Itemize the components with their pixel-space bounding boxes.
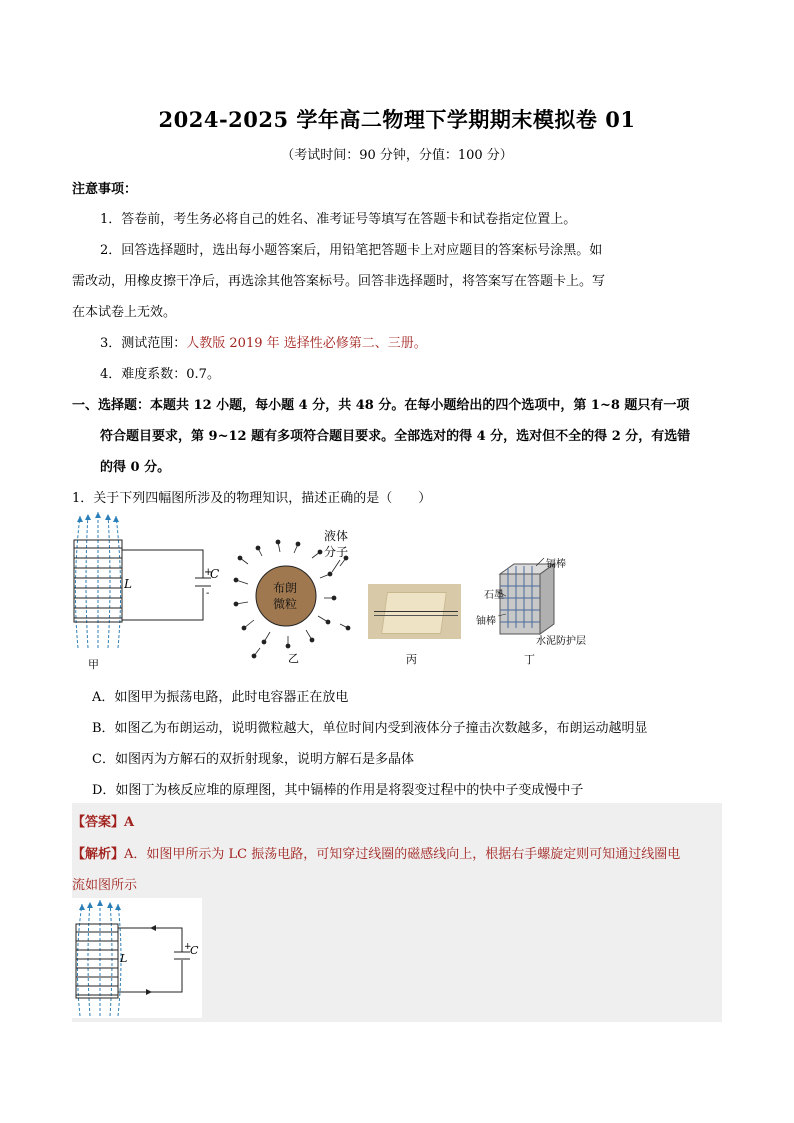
label-concrete: 水泥防护层 (536, 636, 586, 647)
notes-item-3 (100, 332, 427, 351)
page-title: 2024-2025 学年高二物理下学期期末模拟卷 01 (158, 107, 636, 132)
analysis-label-capacitor: C (190, 944, 199, 957)
calcite-photo (368, 584, 461, 639)
answer-label: 【答案】 (72, 815, 125, 830)
label-plus: + (204, 567, 213, 578)
analysis-cont: 流如图所示 (72, 878, 138, 893)
label-minus: - (206, 588, 210, 599)
option-c: C．如图丙为方解石的双折射现象，说明方解石是多晶体 (92, 752, 414, 767)
notes-item-2-end: 在本试卷上无效。 (72, 305, 177, 320)
label-cadmium: 镉棒 (546, 559, 566, 570)
analysis-label-inductor: L (120, 952, 128, 965)
label-capacitor: C (210, 567, 220, 581)
calcite-line-2 (374, 615, 458, 616)
label-brownian-2: 微粒 (273, 597, 298, 611)
notes-item-2: 2．回答选择题时，选出每小题答案后，用铅笔把答题卡上对应题目的答案标号涂黑。如 (100, 243, 603, 258)
section-instructions-2: 符合题目要求，第 9~12 题有多项符合题目要求。全部选对的得 4 分，选对但不全的得 2 分，有选错 (100, 429, 691, 444)
caption-jia: 甲 (88, 658, 99, 671)
label-inductor: L (124, 577, 132, 591)
caption-bing: 丙 (406, 653, 417, 666)
option-a: A．如图甲为振荡电路，此时电容器正在放电 (92, 690, 349, 705)
notes-heading: 注意事项： (72, 182, 138, 197)
label-uranium: 铀棒 (476, 616, 496, 627)
analysis-label-plus: + (184, 942, 192, 952)
answer-line (72, 811, 134, 830)
notes-item-4: 4．难度系数：0.7。 (100, 367, 220, 382)
analysis-label: 【解析】 (72, 847, 125, 862)
analysis-text: A．如图甲所示为 LC 振荡电路，可知穿过线圈的磁感线向上，根据右手螺旋定则可知通过线圈电 (124, 847, 681, 862)
answer-value: A (124, 815, 135, 830)
scope-value: 人教版 2019 年 选择性必修第二、三册。 (186, 336, 427, 351)
question-stem: 1．关于下列四幅图所涉及的物理知识，描述正确的是（ ） (72, 491, 432, 506)
notes-item-1: 1．答卷前，考生务必将自己的姓名、准考证号等填写在答题卡和试卷指定位置上。 (100, 212, 577, 227)
figure-jia (66, 508, 220, 673)
calcite-crystal (381, 592, 447, 634)
label-liquid-2: 分子 (324, 545, 349, 559)
figure-yi (228, 528, 363, 666)
label-liquid-1: 液体 (324, 529, 349, 543)
section-instructions: 一、选择题：本题共 12 小题，每小题 4 分，共 48 分。在每小题给出的四个选项中，第 1~8 题只有一项 (72, 398, 690, 413)
scope-label: 3．测试范围： (100, 336, 187, 351)
option-d: D．如图丁为核反应堆的原理图，其中镉棒的作用是将裂变过程中的快中子变成慢中子 (92, 783, 584, 798)
caption-ding: 丁 (524, 653, 535, 666)
label-brownian-1: 布朗 (273, 581, 298, 595)
exam-info: （考试时间：90 分钟，分值：100 分） (281, 148, 513, 163)
notes-item-2-cont: 需改动，用橡皮擦干净后，再选涂其他答案标号。回答非选择题时，将答案写在答题卡上。写 (72, 274, 606, 289)
caption-yi: 乙 (288, 652, 299, 665)
option-b: B．如图乙为布朗运动，说明微粒越大，单位时间内受到液体分子撞击次数越多，布朗运动越明显 (92, 721, 648, 736)
analysis-figure (72, 898, 202, 1018)
analysis-line (72, 843, 680, 862)
calcite-line (374, 611, 458, 612)
label-graphite: 石墨 (484, 590, 504, 601)
section-instructions-3: 的得 0 分。 (100, 460, 171, 475)
